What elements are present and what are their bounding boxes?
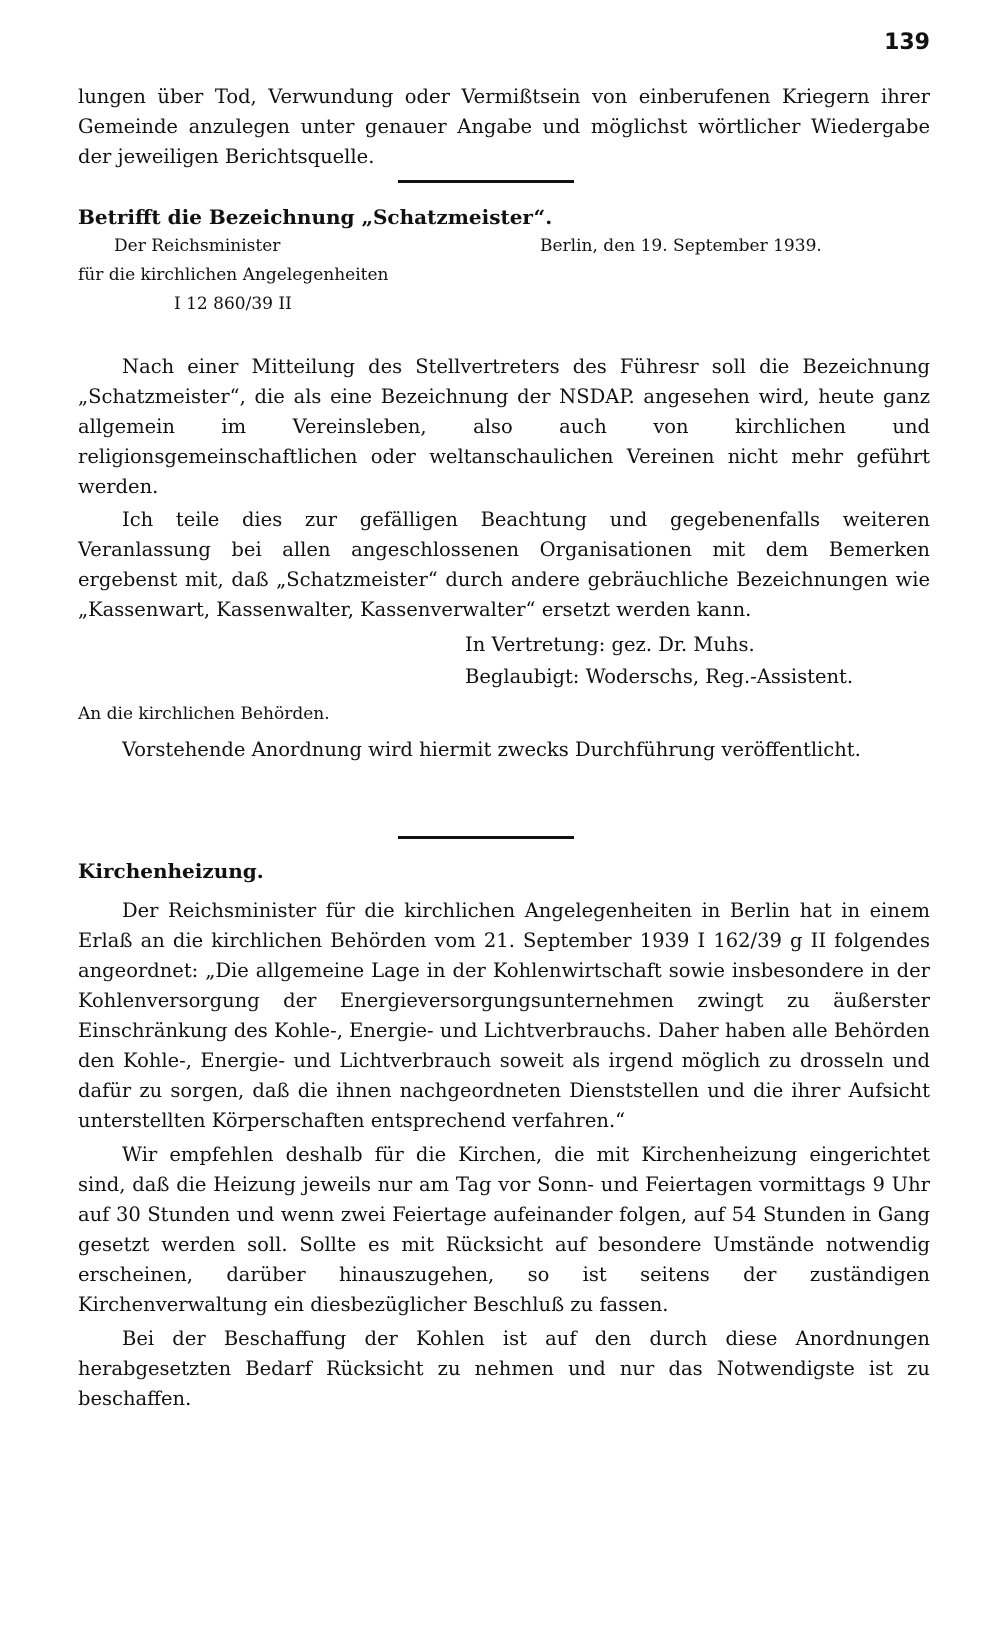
sender-line: Der Reichsminister <box>114 236 281 256</box>
section-heading: Kirchenheizung. <box>78 859 264 883</box>
file-number: I 12 860/39 II <box>174 294 292 314</box>
body-paragraph: Der Reichsminister für die kirchlichen Angelegenheiten in Berlin hat in einem Erlaß an die kirchlichen Behörden vom 21. September 1939 I 162/39 g II folgendes angeordnet: „Die allgemeine Lage in der Kohlenwirtschaft sowie insbesondere in der Kohlenversorgung der Energieversorgungsunternehmen zwingt zu äußerster Einschränkung des Kohle-, Energie- und Lichtverbrauchs. Daher haben alle Behörden den Kohle-, Energie- und Lichtverbrauch soweit als irgend möglich zu drosseln und dafür zu sorgen, daß die ihnen nachgeordneten Dienststellen und die ihrer Aufsicht unterstellten Körperschaften entsprechend verfahren.“ <box>78 899 930 1132</box>
publication-note: Vorstehende Anordnung wird hiermit zwecks Durchführung veröffentlicht. <box>122 738 861 761</box>
intro-paragraph: lungen über Tod, Verwundung oder Vermißtsein von einberufenen Kriegern ihrer Gemeinde anzulegen unter genauer Angabe und möglichst wörtlicher Wiedergabe der jeweiligen Berichtsquelle. <box>78 85 930 168</box>
section-divider <box>398 180 574 183</box>
section-kirchenheizung <box>78 856 930 1414</box>
page-number: 139 <box>884 30 930 55</box>
section-heading: Betrifft die Bezeichnung „Schatzmeister“. <box>78 205 553 229</box>
body-paragraph: Ich teile dies zur gefälligen Beachtung und gegebenenfalls weiteren Veranlassung bei allen angeschlossenen Organisationen mit dem Bemerken ergebenst mit, daß „Schatzmeister“ durch andere gebräuchliche Bezeichnungen wie „Kassenwart, Kassenwalter, Kassenverwalter“ ersetzt werden kann. <box>78 508 930 621</box>
body-paragraph: Bei der Beschaffung der Kohlen ist auf den durch diese Anordnungen herabgesetzten Bedarf Rücksicht zu nehmen und nur das Notwendigste ist zu beschaffen. <box>78 1327 930 1410</box>
letter-header <box>78 232 930 319</box>
section-divider <box>398 836 574 839</box>
body-paragraph: Nach einer Mitteilung des Stellvertreters des Führesr soll die Bezeichnung „Schatzmeister“, die als eine Bezeichnung der NSDAP. angesehen wird, heute ganz allgemein im Vereinsleben, also auch von kirchlichen und religionsgemeinschaftlichen oder weltanschaulichen Vereinen nicht mehr geführt werden. <box>78 355 930 498</box>
place-date: Berlin, den 19. September 1939. <box>540 236 822 256</box>
section-schatzmeister <box>78 202 930 765</box>
signature-line: Beglaubigt: Woderschs, Reg.-Assistent. <box>465 665 854 688</box>
addressee: An die kirchlichen Behörden. <box>78 704 330 724</box>
intro-block <box>78 82 930 172</box>
signature-line: In Vertretung: gez. Dr. Muhs. <box>465 633 755 656</box>
body-paragraph: Wir empfehlen deshalb für die Kirchen, die mit Kirchenheizung eingerichtet sind, daß die Heizung jeweils nur am Tag vor Sonn- und Feiertagen vormittags 9 Uhr auf 30 Stunden und wenn zwei Feiertage aufeinander folgen, auf 54 Stunden in Gang gesetzt werden soll. Sollte es mit Rücksicht auf besondere Umstände notwendig erscheinen, darüber hinauszugehen, so ist seitens der zuständigen Kirchenverwaltung ein diesbezüglicher Beschluß zu fassen. <box>78 1143 930 1316</box>
sender-line: für die kirchlichen Angelegenheiten <box>78 265 389 285</box>
